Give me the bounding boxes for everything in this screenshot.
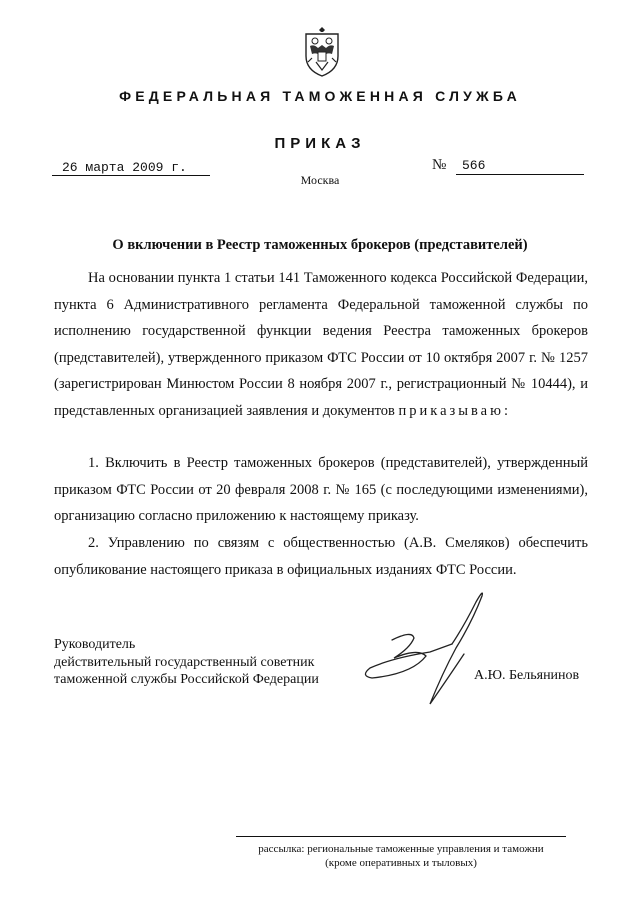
- preamble-paragraph: [54, 265, 588, 424]
- number-sign: №: [432, 157, 447, 173]
- order-date: 26 марта 2009 г.: [52, 160, 210, 176]
- agency-name: ФЕДЕРАЛЬНАЯ ТАМОЖЕННАЯ СЛУЖБА: [119, 88, 521, 104]
- distribution-list: рассылка: региональные таможенные управления и таможни: [258, 843, 544, 855]
- signatory-title-line: действительный государственный советник: [54, 654, 315, 670]
- signatory-title-line: таможенной службы Российской Федерации: [54, 672, 319, 687]
- order-keyword: приказываю:: [398, 402, 511, 419]
- state-emblem-icon: [300, 26, 344, 78]
- signatory-title-line: Руководитель: [54, 637, 136, 652]
- signatory-title: [54, 636, 319, 689]
- issue-city: Москва: [300, 173, 340, 187]
- order-item-1: 1. Включить в Реестр таможенных брокеров (представителей), утвержденный приказом ФТС России от 20 февраля 2008 г. № 165 (с последующими изменениями), организацию согласно приложению к настоящему приказу.: [54, 455, 588, 524]
- document-type-title: ПРИКАЗ: [274, 135, 366, 152]
- order-number-value: 566: [456, 158, 584, 175]
- handwritten-signature: [352, 582, 512, 712]
- signatory-name: А.Ю. Бельянинов: [474, 668, 580, 683]
- order-subject: О включении в Реестр таможенных брокеров (представителей): [112, 237, 528, 253]
- distribution-exclusion: (кроме оперативных и тыловых): [325, 857, 477, 869]
- preamble-text: На основании пункта 1 статьи 141 Таможенного кодекса Российской Федерации, пункта 6 Административного регламента Федеральной таможенной службы по исполнению государственной функции ведения Реестра таможенных брокеров (представителей), утвержденного приказом ФТС России от 10 октября 2007 г. № 1257 (зарегистрирован Минюстом России 8 ноября 2007 г., регистрационный № 10444), и представленных организацией заявления и документов: [54, 270, 588, 419]
- distribution-divider: [236, 836, 566, 837]
- order-item-2: 2. Управлению по связям с общественностью (А.В. Смеляков) обеспечить опубликование настоящего приказа в официальных изданиях ФТС России.: [54, 535, 588, 578]
